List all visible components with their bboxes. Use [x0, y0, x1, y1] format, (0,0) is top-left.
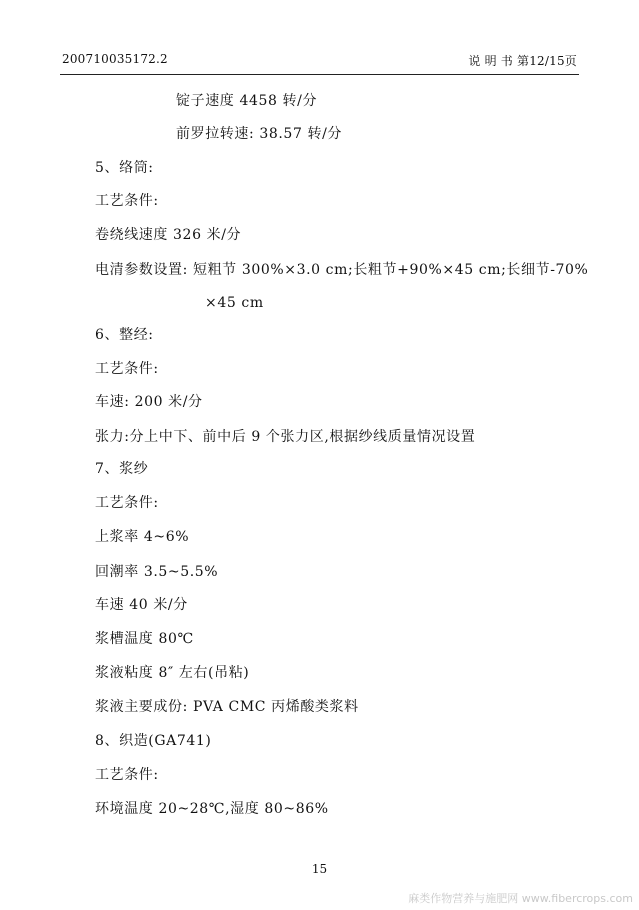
size-pickup-line: 上浆率 4~6%: [95, 529, 190, 545]
tension-line: 张力:分上中下、前中后 9 个张力区,根据纱线质量情况设置: [95, 429, 476, 445]
environment-conditions-line: 环境温度 20~28℃,湿度 80~86%: [95, 801, 329, 817]
size-ingredients-line: 浆液主要成份: PVA CMC 丙烯酸类浆料: [95, 699, 359, 715]
process-conditions-label: 工艺条件:: [95, 767, 159, 783]
process-conditions-label: 工艺条件:: [95, 495, 159, 511]
clearer-settings-continuation: ×45 cm: [205, 295, 264, 311]
section-sizing-heading: 7、浆纱: [95, 461, 149, 477]
winding-speed-line: 卷绕线速度 326 米/分: [95, 227, 242, 243]
front-roller-speed-line: 前罗拉转速: 38.57 转/分: [176, 126, 343, 142]
header-title-page: 说 明 书 第12/15页: [468, 54, 577, 68]
moisture-regain-line: 回潮率 3.5~5.5%: [95, 564, 219, 580]
clearer-settings-line: 电清参数设置: 短粗节 300%×3.0 cm;长粗节+90%×45 cm;长细节-70%: [95, 262, 589, 278]
document-number: 200710035172.2: [62, 52, 168, 66]
process-conditions-label: 工艺条件:: [95, 193, 159, 209]
page-number: 15: [311, 862, 328, 876]
header-rule: [60, 74, 579, 75]
process-conditions-label: 工艺条件:: [95, 361, 159, 377]
size-viscosity-line: 浆液粘度 8″ 左右(吊粘): [95, 665, 250, 681]
section-winding-heading: 5、络筒:: [95, 160, 154, 176]
section-weaving-heading: 8、织造(GA741): [95, 733, 212, 749]
site-watermark: 麻类作物营养与施肥网 www.fibercrops.com: [408, 892, 633, 905]
section-warping-heading: 6、整经:: [95, 327, 154, 343]
warping-speed-line: 车速: 200 米/分: [95, 394, 203, 410]
spindle-speed-line: 锭子速度 4458 转/分: [176, 93, 318, 109]
sizing-speed-line: 车速 40 米/分: [95, 597, 188, 613]
size-box-temperature-line: 浆槽温度 80℃: [95, 631, 194, 647]
